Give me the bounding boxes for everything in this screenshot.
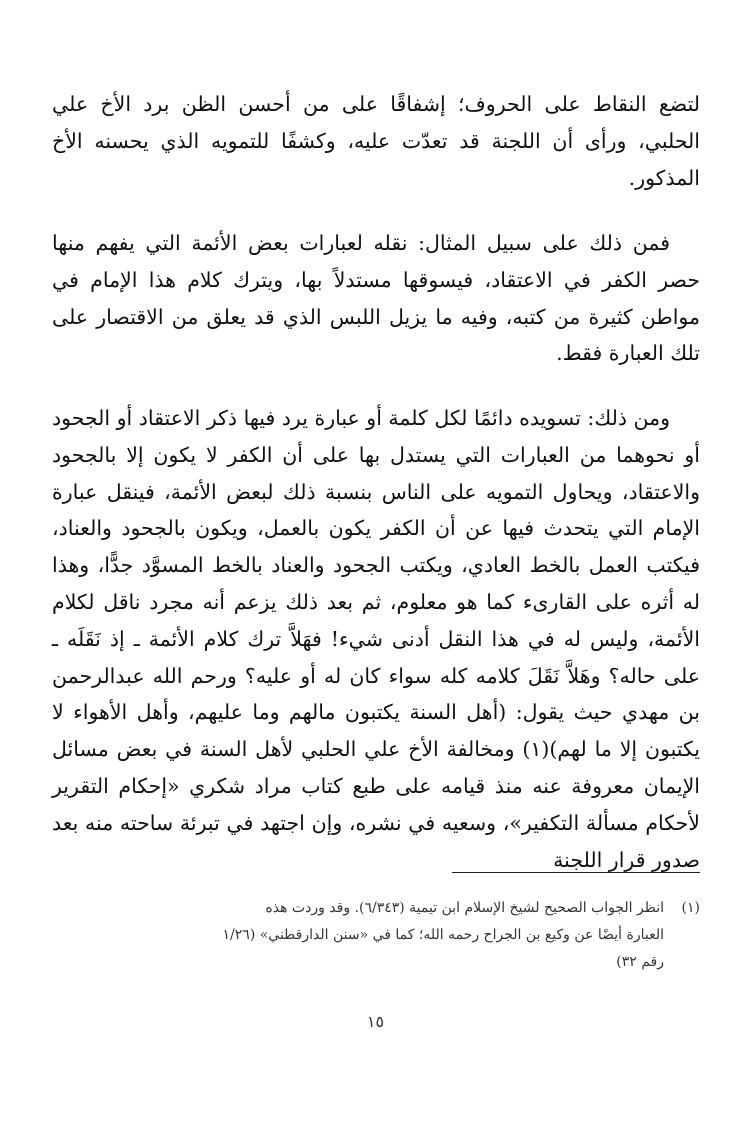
footnote bbox=[80, 895, 700, 976]
footnote-line-2: العبارة أيضًا عن وكيع بن الجراح رحمه الله؛ كما في «سنن الدارقطني» (١/٢٦ bbox=[222, 927, 664, 943]
footnote-number: (١) bbox=[681, 900, 700, 916]
footnote-separator bbox=[452, 872, 700, 873]
paragraph-intro: لتضع النقاط على الحروف؛ إشفاقًا على من أحسن الظن برد الأخ علي الحلبي، ورأى أن اللجنة قد تعدّت عليه، وكشفًا للتمويه الذي يحسنه الأخ المذكور. bbox=[52, 92, 700, 190]
page-number: ١٥ bbox=[366, 1012, 385, 1031]
footnote-line-3: رقم ٣٢) bbox=[616, 954, 664, 970]
paragraph-blackening: ومن ذلك: تسويده دائمًا لكل كلمة أو عبارة يرد فيها ذكر الاعتقاد أو الجحود أو نحوهما من العبارات التي يستدل بها على أن الكفر لا يكون إلا بالجحود والاعتقاد، ويحاول التمويه على الناس بنسبة ذلك لبعض الأئمة، فينقل عبارة الإمام التي يتحدث فيها عن أن الكفر يكون بالعمل، ويكون بالجحود والعناد، فيكتب العمل بالخط العادي، ويكتب الجحود والعناد بالخط المسوَّد جدًّا، وهذا له أثره على القارىء كما هو معلوم، ثم بعد ذلك يزعم أنه مجرد ناقل لكلام الأئمة، وليس له في هذا النقل أدنى شيء! فهَلاَّ ترك كلام الأئمة ـ إذ نَقَلَه ـ على حاله؟ وهَلاَّ نَقَلَ كلامه كله سواء كان له أو عليه؟ ورحم الله عبدالرحمن بن مهدي حيث يقول: (أهل السنة يكتبون مالهم وما عليهم، وأهل الأهواء لا يكتبون إلا ما لهم)(١) ومخالفة الأخ علي الحلبي لأهل السنة في بعض مسائل الإيمان معروفة عنه منذ قيامه على طبع كتاب مراد شكري «إحكام التقرير لأحكام مسألة التكفير»، وسعيه في نشره، وإن اجتهد في تبرئة ساحته منه بعد صدور قرار اللجنة bbox=[52, 406, 700, 872]
paragraph-example-quotes: فمن ذلك على سبيل المثال: نقله لعبارات بعض الأئمة التي يفهم منها حصر الكفر في الاعتقاد، فيسوقها مستدلاً بها، ويترك كلام هذا الإمام في مواطن كثيرة من كتبه، وفيه ما يزيل اللبس الذي قد يعلق من الاقتصار على تلك العبارة فقط. bbox=[52, 231, 700, 366]
footnote-line-1 bbox=[80, 895, 700, 922]
footnote-text-1: انظر الجواب الصحيح لشيخ الإسلام ابن تيمية (٦/٣٤٣). وقد وردت هذه bbox=[265, 900, 664, 916]
